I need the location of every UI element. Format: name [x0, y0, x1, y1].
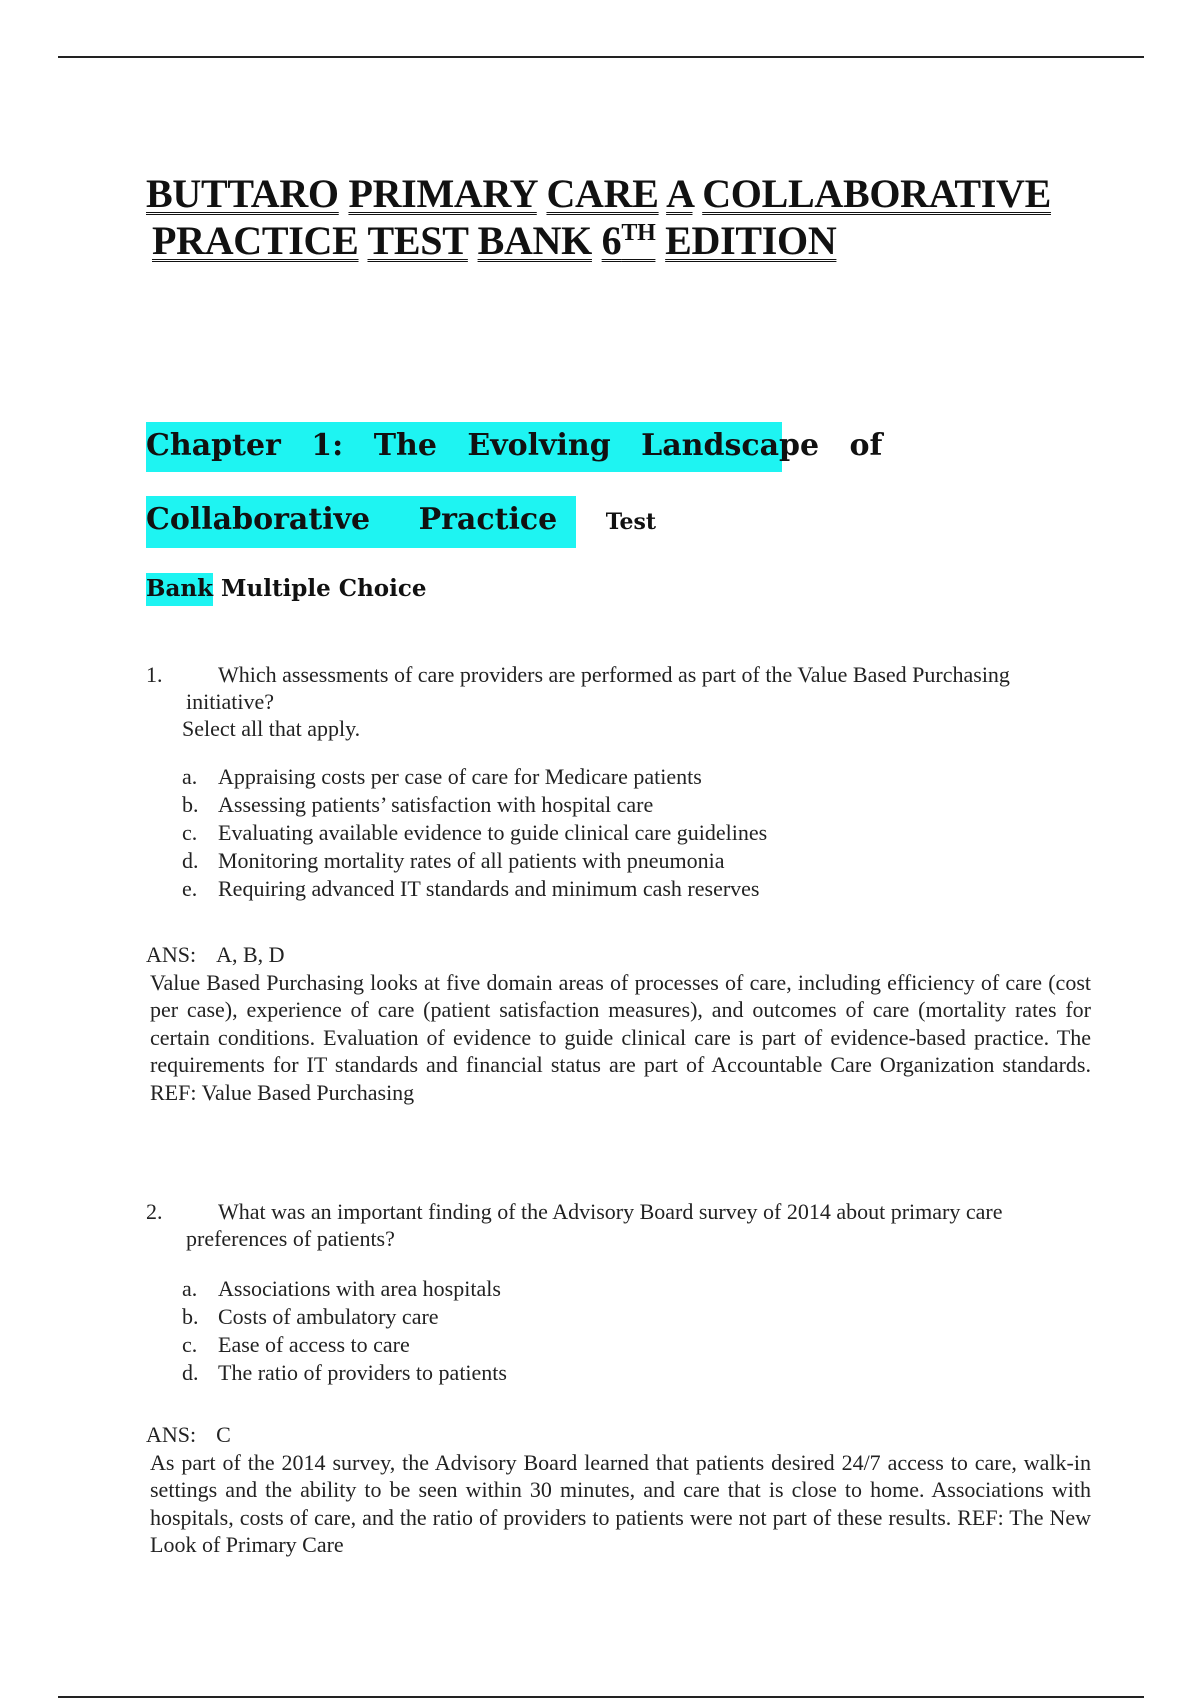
question-2 [146, 1198, 1091, 1387]
title-word: PRACTICE [152, 218, 359, 263]
option-text: Monitoring mortality rates of all patients with pneumonia [218, 848, 725, 873]
title-word: CARE [546, 171, 659, 216]
edition-number: 6 [601, 218, 622, 263]
document-title [146, 170, 1086, 264]
question-text: What was an important finding of the Advisory Board survey of 2014 about primary care preferences of patients? [186, 1199, 1003, 1251]
answer-label: ANS: [146, 942, 197, 967]
section-heading-text: Multiple Choice [221, 575, 427, 602]
chapter-heading-test: Test [605, 509, 657, 535]
option-letter: a. [182, 764, 198, 789]
edition-suffix: TH [621, 220, 656, 246]
title-line-1 [146, 170, 1086, 217]
question-instruction: Select all that apply. [182, 716, 361, 741]
question-1 [146, 661, 1091, 903]
title-word: PRIMARY [348, 171, 537, 216]
question-text: Which assessments of care providers are performed as part of the Value Based Purchasing initiative? [186, 662, 1010, 714]
option-item [182, 763, 1091, 791]
option-letter: c. [182, 820, 198, 845]
answer-block-2 [146, 1421, 1091, 1559]
title-word: COLLABORATIVE [702, 171, 1051, 216]
option-letter: c. [182, 1332, 198, 1357]
chapter-heading-line-2 [146, 496, 657, 548]
answer-line [146, 1421, 1091, 1449]
answer-line [146, 941, 1091, 969]
answer-label: ANS: [146, 1422, 197, 1447]
option-letter: e. [182, 876, 198, 901]
top-rule [58, 56, 1144, 58]
answer-value: C [216, 1422, 231, 1447]
title-word: EDITION [665, 218, 837, 263]
question-number: 2. [146, 1199, 163, 1224]
option-letter: d. [182, 848, 199, 873]
section-heading-highlight: Bank [146, 573, 213, 606]
title-word: BANK [477, 218, 592, 263]
option-text: Associations with area hospitals [218, 1276, 501, 1301]
answer-rationale: As part of the 2014 survey, the Advisory Board learned that patients desired 24/7 access to care, walk-in settings and the ability to be seen within 30 minutes, and care that is close to home. Associations with hospitals, costs of care, and the ratio of providers to patients were not part of these results. REF: The New Look of Primary Care [150, 1449, 1091, 1557]
option-text: Costs of ambulatory care [218, 1304, 439, 1329]
option-letter: b. [182, 1304, 199, 1329]
option-letter: b. [182, 792, 199, 817]
chapter-heading-line-1 [146, 422, 883, 472]
option-text: Requiring advanced IT standards and minimum cash reserves [218, 876, 760, 901]
question-number: 1. [146, 662, 163, 687]
chapter-heading-highlight: Chapter 1: The Evolving Landscape of [146, 422, 782, 472]
title-word: BUTTARO [146, 171, 339, 216]
option-letter: d. [182, 1360, 199, 1385]
title-line-2 [146, 217, 1086, 264]
answer-rationale: Value Based Purchasing looks at five domain areas of processes of care, including efficiency of care (cost per case), experience of care (patient satisfaction measures), and outcomes of care (mortality rates for certain conditions. Evaluation of evidence to guide clinical care is part of evidence-based practice. The requirements for IT standards and financial status are part of Accountable Care Organization standards. REF: Value Based Purchasing [150, 969, 1091, 1105]
options-list [146, 1275, 1091, 1387]
answer-value: A, B, D [216, 942, 285, 967]
option-item [182, 875, 1091, 903]
option-text: Evaluating available evidence to guide clinical care guidelines [218, 820, 768, 845]
section-heading [146, 572, 427, 606]
option-text: The ratio of providers to patients [218, 1360, 507, 1385]
option-item [182, 847, 1091, 875]
option-item [182, 1275, 1091, 1303]
option-text: Appraising costs per case of care for Medicare patients [218, 764, 702, 789]
chapter-heading-text: Collaborative Practice [146, 502, 558, 537]
options-list [146, 763, 1091, 903]
option-item [182, 791, 1091, 819]
title-word: TEST [367, 218, 468, 263]
answer-block-1 [146, 941, 1091, 1106]
option-letter: a. [182, 1276, 198, 1301]
option-text: Ease of access to care [218, 1332, 410, 1357]
option-text: Assessing patients’ satisfaction with hospital care [218, 792, 654, 817]
option-item [182, 1359, 1091, 1387]
title-edition [602, 218, 656, 263]
option-item [182, 1303, 1091, 1331]
chapter-heading-highlight [146, 496, 657, 548]
bottom-rule [58, 1696, 1144, 1698]
option-item [182, 1331, 1091, 1359]
title-word: A [666, 171, 693, 216]
option-item [182, 819, 1091, 847]
